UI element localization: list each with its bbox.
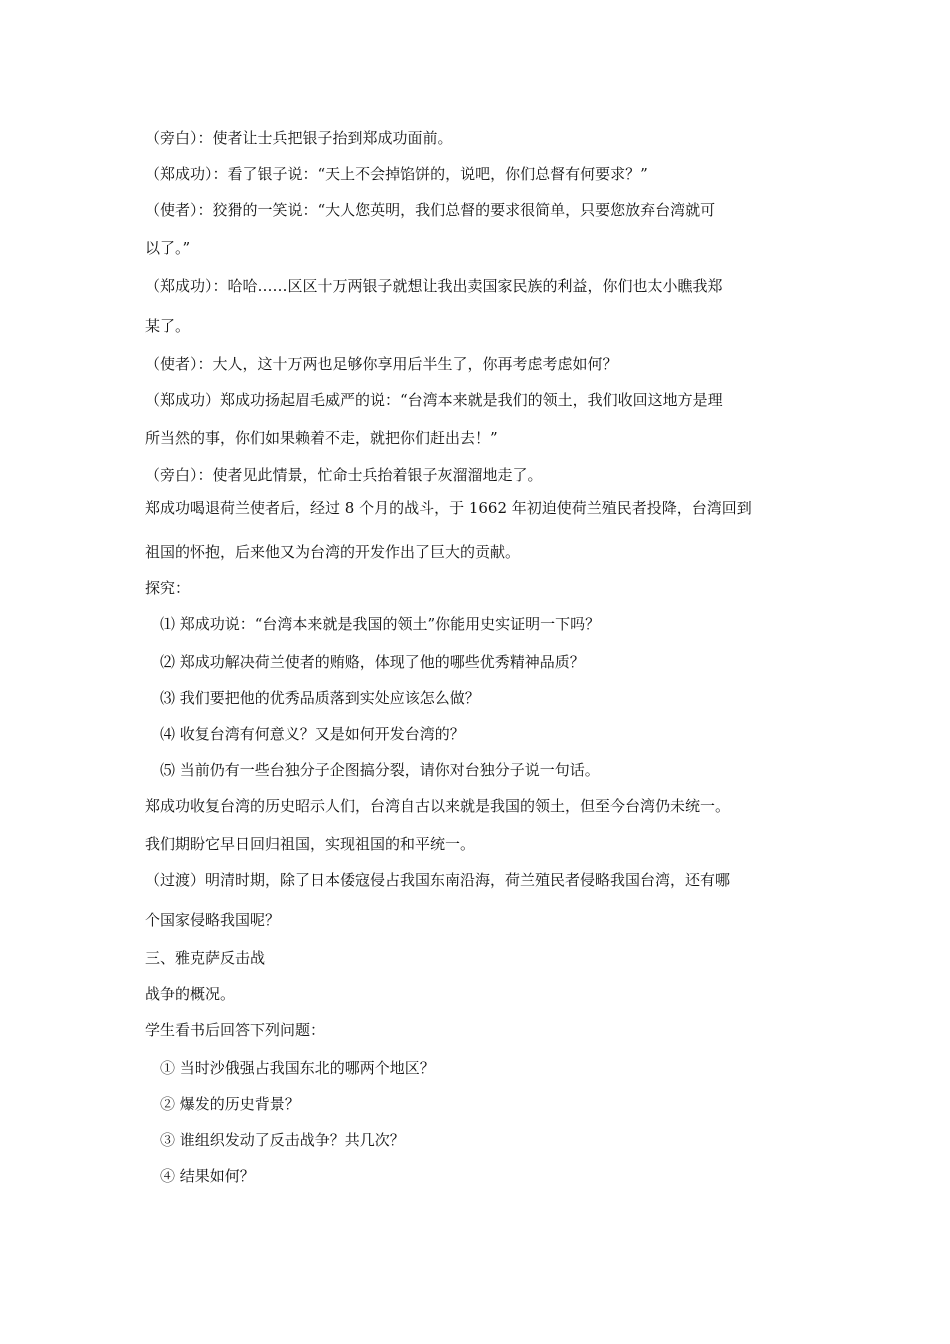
paragraph-line-continued: 我们期盼它早日回归祖国，实现祖国的和平统一。 — [145, 835, 476, 853]
dialogue-line: （使者）：狡猾的一笑说：“大人您英明，我们总督的要求很简单，只要您放弃台湾就可 — [145, 201, 716, 219]
paragraph-line: 学生看书后回答下列问题： — [145, 1021, 326, 1039]
question-item: ⑷ 收复台湾有何意义？又是如何开发台湾的？ — [160, 725, 465, 743]
transition-line: （过渡）明清时期，除了日本倭寇侵占我国东南沿海，荷兰殖民者侵略我国台湾，还有哪 — [145, 871, 731, 889]
transition-line-continued: 个国家侵略我国呢？ — [145, 911, 281, 929]
dialogue-line-continued: 以了。” — [145, 239, 191, 257]
paragraph-line-continued: 祖国的怀抱，后来他又为台湾的开发作出了巨大的贡献。 — [145, 543, 521, 561]
question-item: ② 爆发的历史背景？ — [160, 1095, 300, 1113]
question-item: ⑶ 我们要把他的优秀品质落到实处应该怎么做？ — [160, 689, 480, 707]
section-label: 探究： — [145, 579, 191, 597]
narration-line: （旁白）：使者见此情景，忙命士兵抬着银子灰溜溜地走了。 — [145, 466, 543, 484]
dialogue-line: （使者）：大人，这十万两也足够你享用后半生了，你再考虑考虑如何？ — [145, 355, 618, 373]
dialogue-line: （郑成功）：看了银子说：“天上不会掉馅饼的，说吧，你们总督有何要求？” — [145, 165, 648, 183]
dialogue-line: （郑成功）：哈哈……区区十万两银子就想让我出卖国家民族的利益，你们也太小瞧我郑 — [145, 277, 723, 295]
question-item: ⑸ 当前仍有一些台独分子企图搞分裂，请你对台独分子说一句话。 — [160, 761, 600, 779]
question-item: ⑵ 郑成功解决荷兰使者的贿赂，体现了他的哪些优秀精神品质？ — [160, 653, 585, 671]
dialogue-line-continued: 某了。 — [145, 317, 191, 335]
section-heading: 三、雅克萨反击战 — [145, 949, 266, 967]
question-item: ③ 谁组织发动了反击战争？共几次？ — [160, 1131, 405, 1149]
narration-line: （旁白）：使者让士兵把银子抬到郑成功面前。 — [145, 129, 453, 147]
dialogue-line-continued: 所当然的事，你们如果赖着不走，就把你们赶出去！” — [145, 429, 498, 447]
dialogue-line: （郑成功）郑成功扬起眉毛威严的说：“台湾本来就是我们的领土，我们收回这地方是理 — [145, 391, 723, 409]
paragraph-line: 战争的概况。 — [145, 985, 236, 1003]
question-item: ① 当时沙俄强占我国东北的哪两个地区？ — [160, 1059, 435, 1077]
question-item: ⑴ 郑成功说：“台湾本来就是我国的领土”你能用史实证明一下吗？ — [160, 615, 601, 633]
paragraph-line: 郑成功收复台湾的历史昭示人们，台湾自古以来就是我国的领土，但至今台湾仍未统一。 — [145, 797, 731, 815]
question-item: ④ 结果如何？ — [160, 1167, 255, 1185]
paragraph-line: 郑成功喝退荷兰使者后，经过 8 个月的战斗，于 1662 年初迫使荷兰殖民者投降，台湾回到 — [145, 499, 752, 517]
